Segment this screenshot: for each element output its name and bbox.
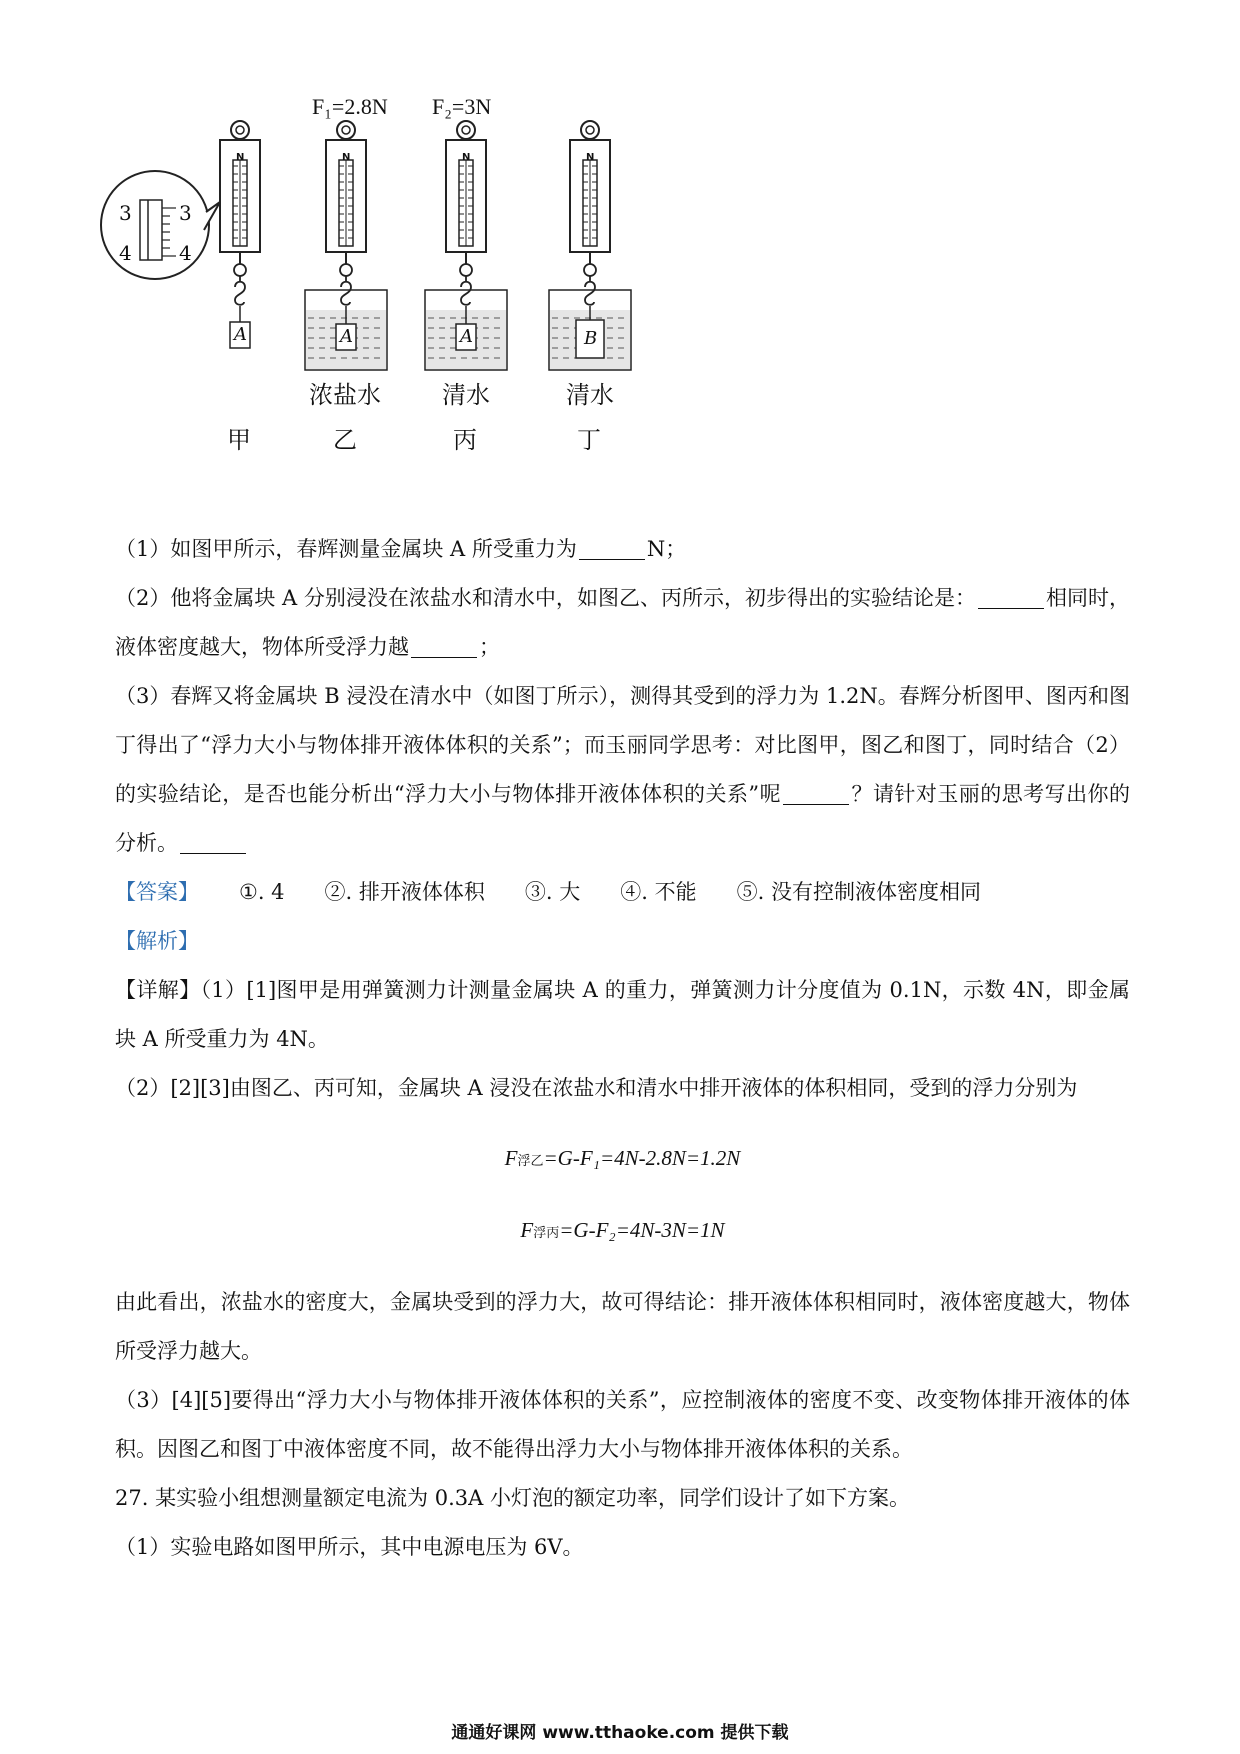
page-footer[interactable]: 通通好课网 www.tthaoke.com 提供下载 — [451, 1723, 789, 1743]
formula-1-sub: 浮乙 — [517, 1153, 544, 1168]
figure-label-bing: 丙 — [453, 426, 477, 454]
zoom-mark-3-left: 3 — [119, 201, 132, 225]
question-27-sub1: （1）实验电路如图甲所示，其中电源电压为 6V。 — [115, 1535, 584, 1559]
figure-label-ding: 丁 — [577, 426, 601, 454]
zoom-mark-4-right: 4 — [179, 241, 192, 265]
scale-unit-bing: N — [462, 152, 471, 163]
answer-line — [115, 868, 1130, 917]
block-label-ding: B — [584, 328, 598, 349]
q2-mid: 相同时， — [1046, 586, 1131, 610]
q2-blank-2 — [411, 633, 477, 658]
zoom-mark-3-right: 3 — [179, 201, 192, 225]
liquid-label-bing: 清水 — [442, 381, 490, 409]
block-label-bing: A — [460, 326, 473, 347]
formula-1 — [115, 1134, 1130, 1185]
block-label-yi: A — [340, 326, 353, 347]
answer-item-5: ⑤. 没有控制液体密度相同 — [736, 880, 981, 904]
q3-blank-1 — [783, 780, 849, 805]
formula-2-sub: 浮丙 — [533, 1225, 560, 1240]
zoom-mark-4-left: 4 — [119, 241, 132, 265]
q3-blank-2 — [180, 829, 246, 854]
detail-p1: 【详解】（1）[1]图甲是用弹簧测力计测量金属块 A 的重力，弹簧测力计分度值为 0.1N，示数 4N，即金属块 A 所受重力为 4N。 — [115, 978, 1130, 1051]
answer-item-3: ③. 大 — [524, 880, 581, 904]
answer-item-1: ①. 4 — [239, 880, 285, 904]
answer-item-4: ④. 不能 — [620, 880, 697, 904]
figure-label-yi: 乙 — [333, 426, 357, 454]
q2-line2-prefix: 液体密度越大，物体所受浮力越 — [115, 635, 409, 659]
scale-unit-jia: N — [236, 152, 245, 163]
formula-2-rest: =G-F₂=4N-3N=1N — [559, 1218, 725, 1242]
formula-2 — [115, 1206, 1130, 1257]
question-content — [115, 525, 1130, 1572]
liquid-label-ding: 清水 — [566, 381, 614, 409]
q1-suffix: N； — [646, 537, 687, 561]
scale-unit-yi: N — [342, 152, 351, 163]
q1-prefix: （1）如图甲所示，春辉测量金属块 A 所受重力为 — [115, 537, 577, 561]
question-1 — [115, 525, 1130, 574]
spring-scale-figure — [100, 94, 720, 510]
answer-item-2: ②. 排开液体体积 — [324, 880, 485, 904]
answer-label: 【答案】 — [115, 880, 199, 904]
formula-1-main: F — [504, 1146, 518, 1170]
force-label-bing: F₂=3N — [432, 94, 492, 119]
q2-line2-suffix: ； — [479, 635, 500, 659]
detail-p3: 由此看出，浓盐水的密度大，金属块受到的浮力大，故可得结论：排开液体体积相同时，液体密度越大，物体所受浮力越大。 — [115, 1290, 1130, 1363]
scale-unit-ding: N — [586, 152, 595, 163]
analysis-label: 【解析】 — [115, 929, 199, 953]
liquid-label-yi: 浓盐水 — [309, 381, 381, 409]
spring-scale-diagram — [100, 100, 720, 510]
figure-label-jia: 甲 — [227, 426, 251, 454]
force-label-yi: F₁=2.8N — [312, 94, 388, 119]
q2-prefix: （2）他将金属块 A 分别浸没在浓盐水和清水中，如图乙、丙所示，初步得出的实验结论是： — [115, 586, 976, 610]
q3-part2: ？请针对玉丽的思考写出你的分析。 — [115, 782, 1130, 855]
question-27-title: 27. 某实验小组想测量额定电流为 0.3A 小灯泡的额定功率，同学们设计了如下方案。 — [115, 1486, 910, 1510]
q2-blank-1 — [978, 584, 1044, 609]
formula-2-main: F — [520, 1218, 534, 1242]
detail-p2: （2）[2][3]由图乙、丙可知，金属块 A 浸没在浓盐水和清水中排开液体的体积相同，受到的浮力分别为 — [115, 1076, 1078, 1100]
detail-p4: （3）[4][5]要得出“浮力大小与物体排开液体体积的关系”，应控制液体的密度不变、改变物体排开液体的体积。因图乙和图丁中液体密度不同，故不能得出浮力大小与物体排开液体体积的关系。 — [115, 1388, 1130, 1461]
q3-part1: （3）春辉又将金属块 B 浸没在清水中（如图丁所示），测得其受到的浮力为 1.2N。春辉分析图甲、图丙和图丁得出了“浮力大小与物体排开液体体积的关系”；而玉丽同学思考：对比图甲，图乙和图丁，同时结合（2）的实验结论，是否也能分析出“浮力大小与物体排开液体体积的关系”呢 — [115, 684, 1130, 806]
q1-blank — [579, 535, 645, 560]
formula-1-rest: =G-F₁=4N-2.8N=1.2N — [543, 1146, 741, 1170]
block-label-jia: A — [234, 324, 247, 345]
question-2 — [115, 574, 1130, 672]
question-3 — [115, 672, 1130, 868]
